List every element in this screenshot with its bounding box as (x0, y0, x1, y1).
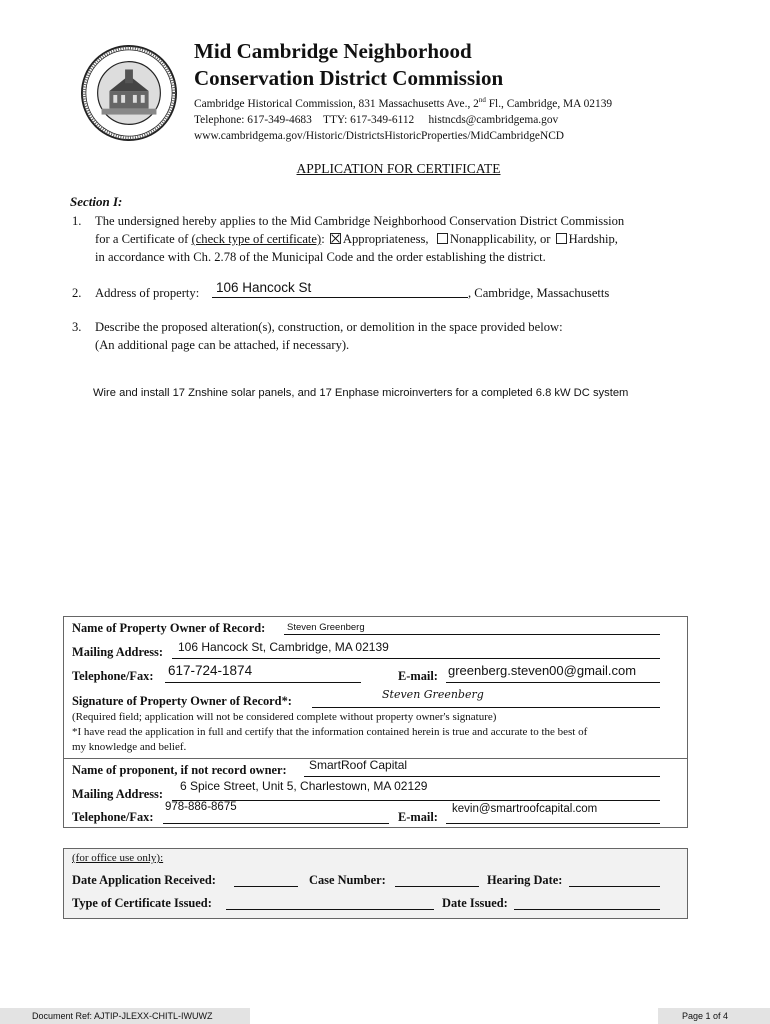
owner-signature[interactable]: Steven Greenberg (382, 688, 484, 701)
checkbox-appropriateness[interactable] (330, 233, 341, 244)
proponent-tel-label: Telephone/Fax: (72, 810, 154, 824)
item-number: 2. (72, 286, 82, 300)
property-city: , Cambridge, Massachusetts (468, 286, 610, 300)
checkbox-hardship[interactable] (556, 233, 567, 244)
owner-name-input[interactable]: Steven Greenberg (287, 622, 365, 633)
proponent-mail-input[interactable]: 6 Spice Street, Unit 5, Charlestown, MA 02129 (180, 779, 428, 793)
type-issued-label: Type of Certificate Issued: (72, 896, 212, 910)
hearing-date-label: Hearing Date: (487, 873, 563, 887)
title-line-2: Conservation District Commission (194, 66, 504, 90)
owner-email-label: E-mail: (398, 669, 438, 683)
proponent-tel-input[interactable]: 978-886-8675 (165, 801, 237, 813)
document-ref: Document Ref: AJTIP-JLEXX-CHITL-IWUWZ (0, 1008, 250, 1024)
date-issued-field[interactable] (514, 909, 660, 910)
proponent-name-label: Name of proponent, if not record owner: (72, 763, 287, 777)
property-address-label: Address of property: (95, 286, 200, 300)
owner-email-input[interactable]: greenberg.steven00@gmail.com (448, 663, 637, 678)
section-heading: Section I: (70, 194, 123, 209)
owner-notes: (Required field; application will not be considered complete without property owner's signature) *I have read the application in full and certify that the information contained herein is true and accurate to the best of my knowledge and belief. (72, 711, 588, 753)
owner-name-label: Name of Property Owner of Record: (72, 621, 266, 635)
owner-mail-label: Mailing Address: (72, 645, 163, 659)
item-number: 1. (72, 214, 82, 228)
header-contact (194, 92, 612, 144)
office-use-heading: (for office use only): (72, 852, 164, 864)
owner-mail-input[interactable]: 106 Hancock St, Cambridge, MA 02139 (178, 640, 389, 654)
case-number-label: Case Number: (309, 873, 386, 887)
owner-tel-input[interactable]: 617-724-1874 (168, 663, 253, 678)
proponent-mail-label: Mailing Address: (72, 787, 163, 801)
case-number-field[interactable] (395, 886, 479, 887)
type-issued-field[interactable] (226, 909, 434, 910)
date-issued-label: Date Issued: (442, 896, 508, 910)
item-number: 3. (72, 320, 82, 334)
title-line-1: Mid Cambridge Neighborhood (194, 39, 472, 63)
property-address-input[interactable]: 106 Hancock St (216, 280, 312, 295)
proponent-email-input[interactable]: kevin@smartroofcapital.com (452, 803, 598, 815)
header-phone: Telephone: 617-349-4683 TTY: 617-349-6112 histncds@cambridgema.gov (194, 113, 559, 126)
commission-title (194, 38, 503, 92)
item3-text: Describe the proposed alteration(s), construction, or demolition in the space provided below: (An additional page can be attached, if necessary). (95, 320, 563, 352)
date-received-field[interactable] (234, 886, 298, 887)
owner-signature-label: Signature of Property Owner of Record*: (72, 694, 292, 708)
owner-tel-label: Telephone/Fax: (72, 669, 154, 683)
page-number: Page 1 of 4 (658, 1008, 770, 1024)
date-received-label: Date Application Received: (72, 873, 216, 887)
form-title: APPLICATION FOR CERTIFICATE (296, 161, 501, 176)
checkbox-nonapplicability[interactable] (437, 233, 448, 244)
header-address: Cambridge Historical Commission, 831 Massachusetts Ave., 2nd Fl., Cambridge, MA 02139 (194, 96, 613, 110)
hearing-date-field[interactable] (569, 886, 660, 887)
item1-text: The undersigned hereby applies to the Mid Cambridge Neighborhood Conservation District Commission for a Certificate of (check type of certificate): Appropriateness, Nonapplicability, or Hardship, in accordance with Ch. 2.78 of the Municipal Code and the order establishing the district. (95, 214, 625, 264)
proponent-email-label: E-mail: (398, 810, 438, 824)
city-seal-logo (80, 44, 178, 142)
proponent-name-input[interactable]: SmartRoof Capital (309, 758, 408, 772)
description-input[interactable]: Wire and install 17 Znshine solar panels, and 17 Enphase microinverters for a completed 6.8 kW DC system (93, 387, 629, 399)
header-website[interactable]: www.cambridgema.gov/Historic/DistrictsHistoricProperties/MidCambridgeNCD (194, 129, 565, 142)
